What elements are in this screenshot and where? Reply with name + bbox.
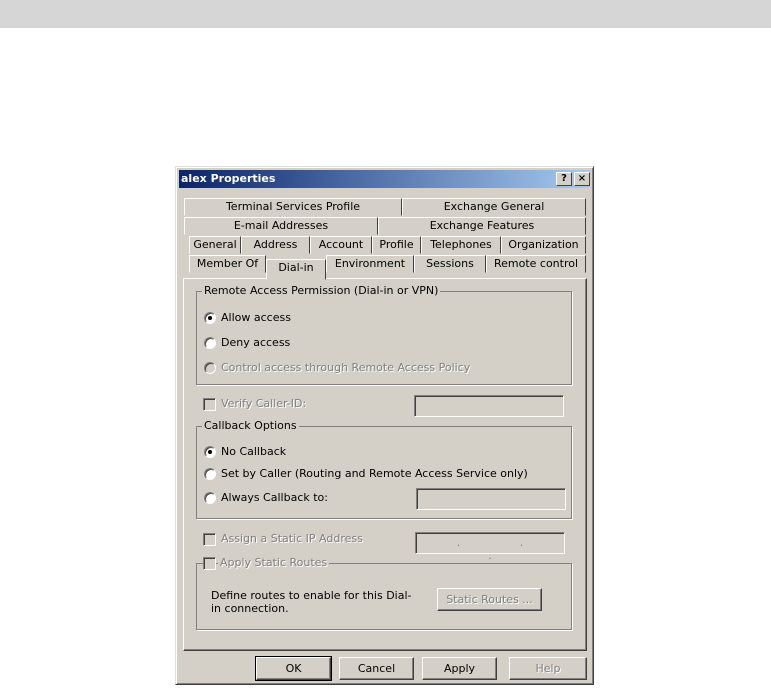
verify-caller-id-field — [414, 395, 564, 417]
help-title-button[interactable]: ? — [556, 172, 572, 186]
apply-button[interactable]: Apply — [422, 657, 497, 680]
static-routes-button: Static Routes ... — [437, 588, 542, 611]
tab-member-of[interactable]: Member Of — [189, 255, 266, 273]
policy-access-label: Control access through Remote Access Policy — [221, 361, 471, 374]
tab-exchange-general[interactable]: Exchange General — [402, 198, 586, 216]
no-callback-label[interactable]: No Callback — [221, 445, 287, 458]
verify-caller-id-label: Verify Caller-ID: — [221, 397, 307, 410]
top-bar — [0, 0, 771, 28]
tab-email-addresses[interactable]: E-mail Addresses — [184, 217, 378, 235]
callback-options-group-label: Callback Options — [204, 419, 297, 432]
static-ip-field — [415, 532, 565, 562]
tab-exchange-features[interactable]: Exchange Features — [378, 217, 586, 235]
always-callback-radio[interactable] — [204, 492, 216, 504]
allow-access-radio[interactable] — [204, 312, 216, 324]
verify-caller-id-checkbox — [203, 398, 216, 411]
title-bar — [179, 170, 590, 188]
tab-account[interactable]: Account — [310, 236, 372, 254]
ok-button[interactable]: OK — [256, 657, 331, 680]
tab-environment[interactable]: Environment — [326, 255, 414, 273]
policy-access-radio — [204, 362, 216, 374]
static-routes-label: Apply Static Routes — [220, 556, 328, 569]
tab-telephones[interactable]: Telephones — [421, 236, 501, 254]
always-callback-field — [416, 488, 566, 510]
tab-sessions[interactable]: Sessions — [414, 255, 486, 273]
ip-placeholder: . . . — [456, 536, 552, 562]
help-button: Help — [509, 657, 587, 680]
deny-access-radio[interactable] — [204, 337, 216, 349]
always-callback-label[interactable]: Always Callback to: — [221, 491, 328, 504]
tab-profile[interactable]: Profile — [372, 236, 421, 254]
set-by-caller-label[interactable]: Set by Caller (Routing and Remote Access Service only) — [221, 467, 528, 480]
static-ip-checkbox — [203, 533, 216, 546]
window-title: alex Properties — [181, 172, 276, 185]
allow-access-label[interactable]: Allow access — [221, 311, 291, 324]
no-callback-radio[interactable] — [204, 446, 216, 458]
remote-access-group-label: Remote Access Permission (Dial-in or VPN) — [204, 284, 439, 297]
static-ip-label: Assign a Static IP Address — [221, 532, 363, 545]
tab-general[interactable]: General — [189, 236, 241, 254]
close-title-button[interactable]: × — [574, 172, 590, 186]
set-by-caller-radio[interactable] — [204, 468, 216, 480]
static-routes-checkbox — [203, 557, 216, 570]
deny-access-label[interactable]: Deny access — [221, 336, 291, 349]
tab-dial-in[interactable]: Dial-in — [266, 259, 326, 280]
tab-terminal-services-profile[interactable]: Terminal Services Profile — [184, 198, 402, 216]
tab-address[interactable]: Address — [241, 236, 310, 254]
tab-organization[interactable]: Organization — [501, 236, 586, 254]
static-routes-description: Define routes to enable for this Dial-in connection. — [211, 589, 412, 615]
tab-remote-control[interactable]: Remote control — [486, 255, 586, 273]
cancel-button[interactable]: Cancel — [339, 657, 414, 680]
